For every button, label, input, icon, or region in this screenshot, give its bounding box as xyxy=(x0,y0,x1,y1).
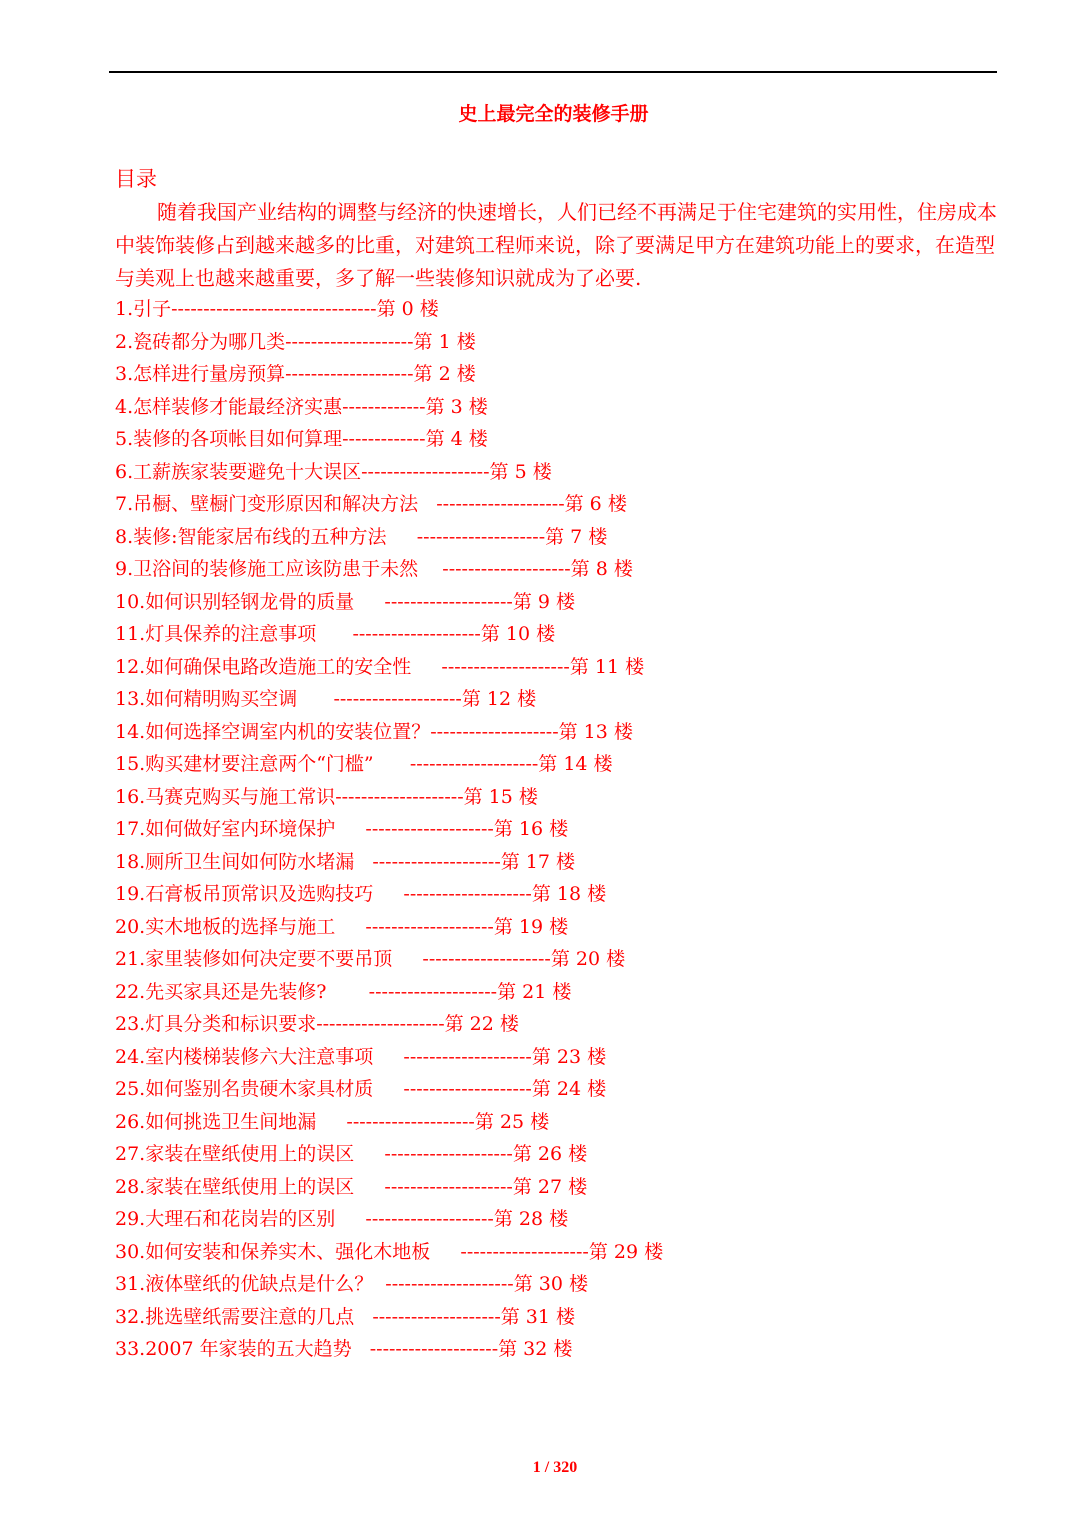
toc-item[interactable]: 12.如何确保电路改造施工的安全性 --------------------第 11 楼 xyxy=(115,655,645,678)
toc-item[interactable]: 30.如何安装和保养实木、强化木地板 --------------------第 29 楼 xyxy=(115,1240,664,1263)
toc-item[interactable]: 6.工薪族家装要避免十大误区--------------------第 5 楼 xyxy=(115,460,552,483)
toc-item[interactable]: 14.如何选择空调室内机的安装位置？--------------------第 13 楼 xyxy=(115,720,633,743)
toc-item[interactable]: 19.石膏板吊顶常识及选购技巧 --------------------第 18 楼 xyxy=(115,883,607,905)
toc-item[interactable]: 4.怎样装修才能最经济实惠-------------第 3 楼 xyxy=(115,395,488,418)
toc-item[interactable]: 27.家装在壁纸使用上的误区 --------------------第 26 楼 xyxy=(115,1143,588,1165)
toc-item[interactable]: 8.装修:智能家居布线的五种方法 --------------------第 7 楼 xyxy=(115,525,608,548)
toc-item[interactable]: 22.先买家具还是先装修? --------------------第 21 楼 xyxy=(115,980,572,1003)
toc-item[interactable]: 11.灯具保养的注意事项 --------------------第 10 楼 xyxy=(115,623,556,645)
header-rule xyxy=(109,71,997,73)
toc-item[interactable]: 33.2007 年家装的五大趋势 --------------------第 32 楼 xyxy=(115,1338,573,1360)
document-title: 史上最完全的装修手册 xyxy=(458,103,649,125)
intro-paragraph: 随着我国产业结构的调整与经济的快速增长，人们已经不再满足于住宅建筑的实用性，住房成本中装饰装修占到越来越多的比重，对建筑工程师来说，除了要满足甲方在建筑功能上的要求，在造型与美观上也越来越重要，多了解一些装修知识就成为了必要. xyxy=(115,200,997,290)
toc-item[interactable]: 5.装修的各项帐目如何算理-------------第 4 楼 xyxy=(115,428,488,450)
toc-item[interactable]: 10.如何识别轻钢龙骨的质量 --------------------第 9 楼 xyxy=(115,590,575,613)
toc-item[interactable]: 7.吊橱、壁橱门变形原因和解决方法 --------------------第 6 楼 xyxy=(115,493,627,515)
toc-list xyxy=(115,293,663,1366)
toc-item[interactable]: 25.如何鉴别名贵硬木家具材质 --------------------第 24 楼 xyxy=(115,1078,607,1100)
toc-item[interactable]: 9.卫浴间的装修施工应该防患于未然 --------------------第 8 楼 xyxy=(115,558,633,580)
toc-item[interactable]: 15.购买建材要注意两个“门槛” --------------------第 14 楼 xyxy=(115,753,613,775)
toc-item[interactable]: 31.液体壁纸的优缺点是什么？ --------------------第 30 楼 xyxy=(115,1273,588,1295)
toc-item[interactable]: 16.马赛克购买与施工常识--------------------第 15 楼 xyxy=(115,785,538,808)
toc-item[interactable]: 20.实木地板的选择与施工 --------------------第 19 楼 xyxy=(115,915,569,938)
page-number: 1 / 320 xyxy=(532,1459,578,1476)
toc-item[interactable]: 26.如何挑选卫生间地漏 --------------------第 25 楼 xyxy=(115,1110,550,1133)
toc-item[interactable]: 28.家装在壁纸使用上的误区 --------------------第 27 楼 xyxy=(115,1175,588,1198)
toc-item[interactable]: 17.如何做好室内环境保护 --------------------第 16 楼 xyxy=(115,818,569,840)
toc-item[interactable]: 29.大理石和花岗岩的区别 --------------------第 28 楼 xyxy=(115,1208,569,1230)
toc-item[interactable]: 24.室内楼梯装修六大注意事项 --------------------第 23 楼 xyxy=(115,1045,607,1068)
toc-item[interactable]: 23.灯具分类和标识要求--------------------第 22 楼 xyxy=(115,1013,519,1035)
toc-item[interactable]: 2.瓷砖都分为哪几类--------------------第 1 楼 xyxy=(115,330,476,353)
toc-item[interactable]: 21.家里装修如何决定要不要吊顶 --------------------第 20 楼 xyxy=(115,948,626,970)
toc-item[interactable]: 18.厕所卫生间如何防水堵漏 --------------------第 17 楼 xyxy=(115,850,575,873)
toc-item[interactable]: 32.挑选壁纸需要注意的几点 --------------------第 31 楼 xyxy=(115,1305,575,1328)
toc-heading: 目录 xyxy=(115,167,157,191)
toc-item[interactable]: 13.如何精明购买空调 --------------------第 12 楼 xyxy=(115,688,537,710)
toc-item[interactable]: 1.引子--------------------------------第 0 楼 xyxy=(115,298,439,320)
toc-item[interactable]: 3.怎样进行量房预算--------------------第 2 楼 xyxy=(115,363,476,385)
